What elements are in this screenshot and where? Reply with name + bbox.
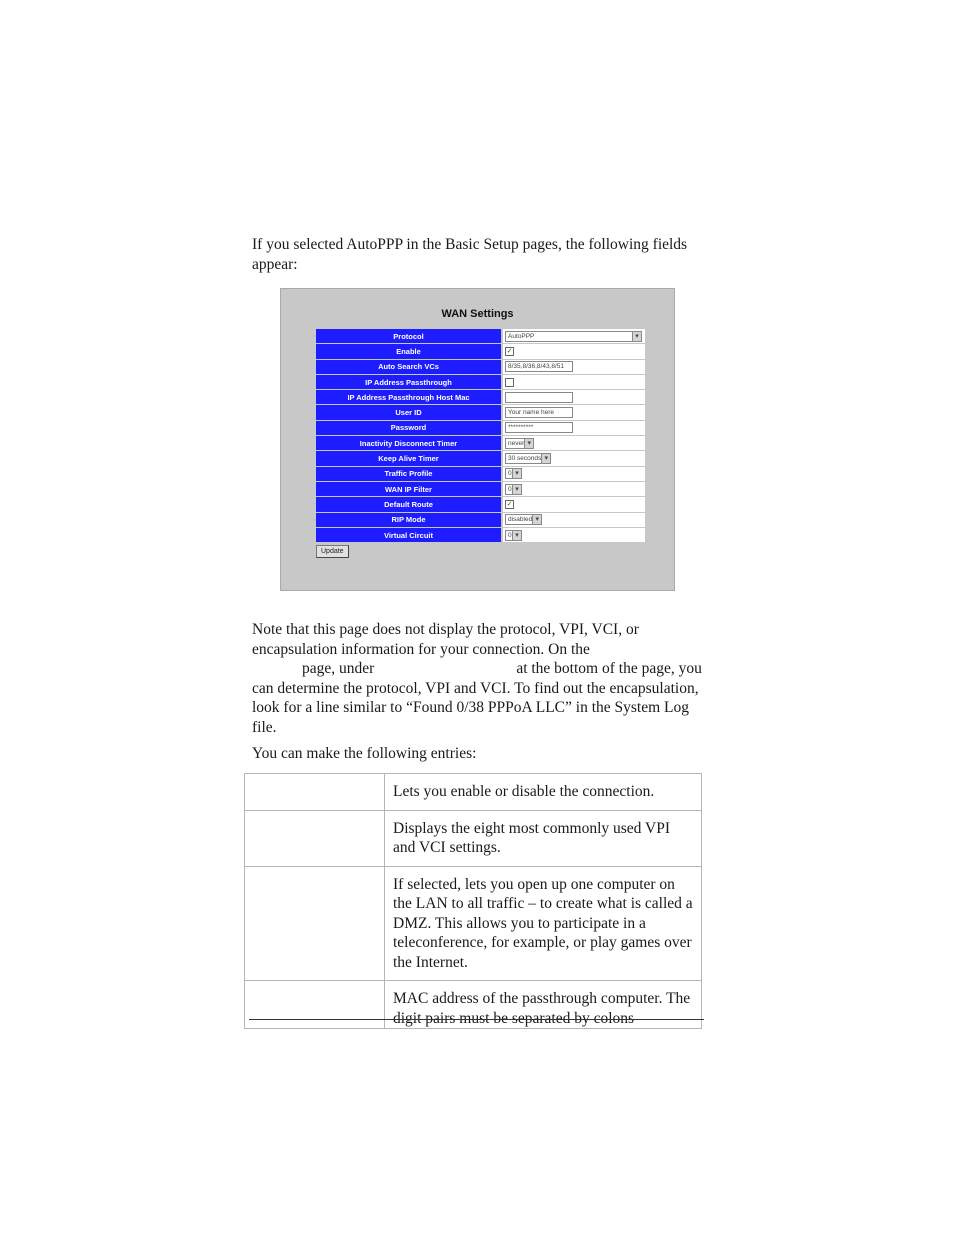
wan-row-value [502,344,645,359]
wan-row [316,420,646,435]
entry-row [245,866,702,981]
wan-row-value [502,405,645,420]
wan-row-label: Auto Search VCs [316,359,503,374]
wan-row [316,512,646,527]
wan-row-label: Default Route [316,497,503,512]
entry-row [245,774,702,811]
entry-description: If selected, lets you open up one computer on the LAN to all traffic – to create what is called a DMZ. This allows you to participate in a teleconference, for example, or play games over the Internet. [385,866,702,981]
wan-row-label: User ID [316,405,503,420]
wan-row-value [502,481,645,496]
entry-field [245,866,385,981]
wan-row-label: Keep Alive Timer [316,451,503,466]
entry-description: MAC address of the passthrough computer. The digit pairs must be separated by colons [385,981,702,1029]
wan-row-value [502,527,645,542]
wan-select[interactable]: disabled ▾ [505,514,542,525]
wan-text-input[interactable] [505,392,573,403]
wan-row-value [502,451,645,466]
wan-text-input[interactable]: Your name here [505,407,573,418]
wan-row-label: IP Address Passthrough [316,374,503,389]
wan-row [316,451,646,466]
wan-row-label: Inactivity Disconnect Timer [316,436,503,451]
wan-settings-table [315,329,645,543]
wan-select[interactable]: 0 ▾ [505,468,522,479]
wan-settings-title: WAN Settings [441,308,514,320]
entry-description: Lets you enable or disable the connection. [385,774,702,811]
note-line3: at the bottom of the page, you can determine the protocol, VPI and VCI. To find out the encapsulation, look for a line similar to “Found 0/38 PPPoA LLC” in the System Log file. [252,660,702,736]
wan-row [316,390,646,405]
wan-row-label: IP Address Passthrough Host Mac [316,390,503,405]
wan-row [316,405,646,420]
wan-row-label: Enable [316,344,503,359]
wan-row-label: Password [316,420,503,435]
wan-row-value [502,512,645,527]
note-line1: Note that this page does not display the protocol, VPI, VCI, or encapsulation information for your connection. On the [252,621,639,658]
wan-select[interactable]: 0 ▾ [505,530,522,541]
wan-row [316,466,646,481]
wan-row-value [502,466,645,481]
entry-field [245,774,385,811]
entry-field [245,810,385,866]
wan-checkbox[interactable] [505,378,514,387]
wan-row [316,374,646,389]
wan-row-label: Traffic Profile [316,466,503,481]
wan-row-value [502,390,645,405]
wan-row-value [502,420,645,435]
wan-row-value [502,329,645,344]
note-paragraph [252,620,707,737]
entry-field [245,981,385,1029]
entry-row [245,810,702,866]
wan-row [316,481,646,496]
update-button[interactable]: Update [316,545,349,558]
wan-row [316,329,646,344]
wan-row-label: WAN IP Filter [316,481,503,496]
intro-paragraph: If you selected AutoPPP in the Basic Setup pages, the following fields appear: [252,236,688,273]
entries-table [244,773,702,1029]
wan-row [316,359,646,374]
wan-row-value [502,497,645,512]
wan-row-label: Virtual Circuit [316,527,503,542]
wan-text-input[interactable]: ********** [505,422,573,433]
wan-select[interactable]: 0 ▾ [505,484,522,495]
wan-row [316,436,646,451]
note-page-under: page, under [302,660,375,677]
wan-checkbox[interactable]: ✓ [506,347,513,355]
wan-select[interactable]: 30 seconds ▾ [505,453,551,464]
wan-row-label: RIP Mode [316,512,503,527]
wan-checkbox[interactable]: ✓ [506,500,513,508]
wan-select[interactable]: never ▾ [505,438,534,449]
wan-text-input[interactable]: 8/35,8/36,8/43,8/51 [505,361,573,372]
wan-row-label: Protocol [316,329,503,344]
entry-row [245,981,702,1029]
wan-row-value [502,436,645,451]
entries-intro: You can make the following entries: [252,745,477,762]
footer-rule [249,1019,704,1020]
wan-row [316,344,646,359]
entry-description: Displays the eight most commonly used VPI and VCI settings. [385,810,702,866]
wan-settings-screenshot [280,288,675,591]
wan-row-value [502,359,645,374]
wan-row [316,497,646,512]
wan-row [316,527,646,542]
wan-row-value [502,374,645,389]
wan-select[interactable]: AutoPPP ▾ [505,331,642,342]
